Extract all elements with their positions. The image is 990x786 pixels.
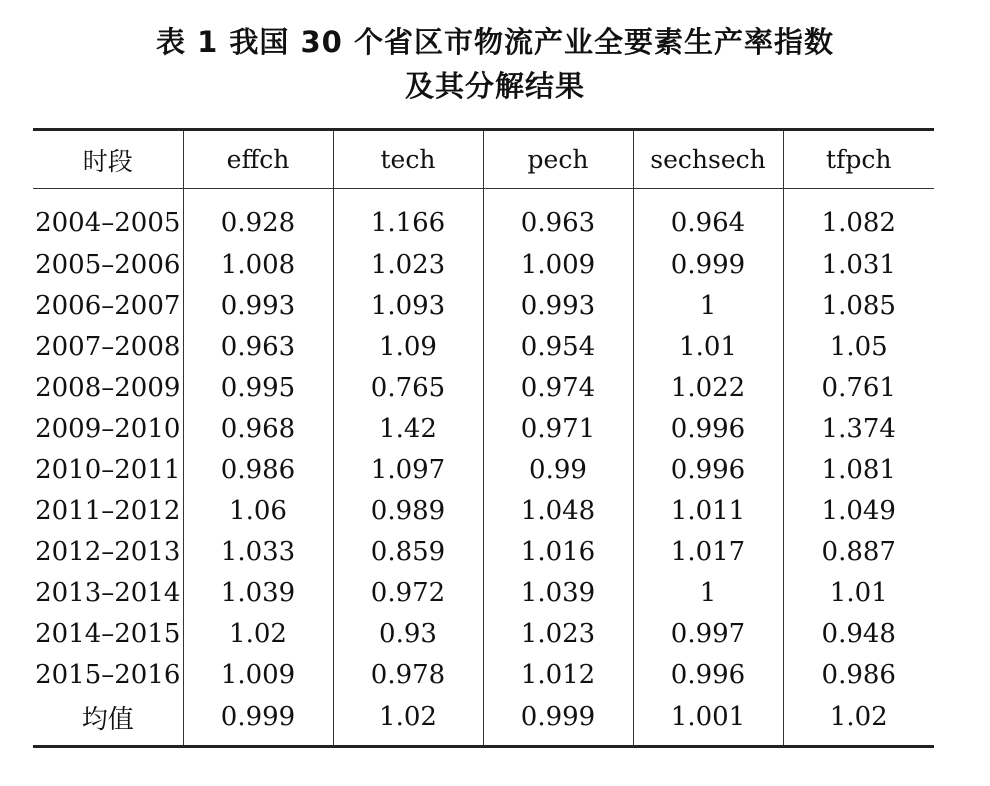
cell-tfpch: 0.887	[821, 536, 896, 567]
cell-sechsech: 1.011	[633, 490, 783, 531]
cell-tech: 1.166	[333, 189, 483, 245]
table-row	[33, 285, 934, 326]
cell-period: 均值	[33, 695, 183, 747]
cell-pech: 0.99	[483, 449, 633, 490]
cell-sechsech: 0.999	[633, 244, 783, 285]
header-effch: effch	[183, 130, 333, 189]
cell-tfpch: 0.761	[821, 372, 896, 403]
cell-period: 2008–2009	[33, 367, 183, 408]
cell-sechsech: 1.017	[633, 531, 783, 572]
cell-tfpch: 0.948	[821, 618, 896, 649]
cell-period: 2013–2014	[33, 572, 183, 613]
cell-tech: 0.93	[333, 613, 483, 654]
cell-effch: 1.039	[183, 572, 333, 613]
cell-tech: 0.859	[333, 531, 483, 572]
header-row	[33, 130, 934, 189]
cell-effch: 1.009	[183, 654, 333, 695]
tfp-table	[33, 128, 934, 748]
cell-pech: 1.009	[483, 244, 633, 285]
cell-tech: 1.093	[333, 285, 483, 326]
cell-period: 2009–2010	[33, 408, 183, 449]
cell-tech: 0.972	[333, 572, 483, 613]
cell-tech: 0.978	[333, 654, 483, 695]
cell-effch: 0.986	[183, 449, 333, 490]
table-row	[33, 449, 934, 490]
table-row	[33, 408, 934, 449]
cell-effch: 0.999	[183, 695, 333, 747]
cell-tfpch: 1.02	[829, 702, 888, 732]
table-row	[33, 189, 934, 245]
cell-sechsech: 1.022	[633, 367, 783, 408]
data-table-container	[33, 128, 934, 748]
cell-pech: 0.963	[483, 189, 633, 245]
cell-effch: 0.995	[183, 367, 333, 408]
table-caption	[0, 20, 990, 108]
cell-sechsech: 0.997	[633, 613, 783, 654]
cell-tech: 1.023	[333, 244, 483, 285]
header-period: 时段	[33, 130, 183, 189]
cell-tech: 0.989	[333, 490, 483, 531]
table-title-line-2: 及其分解结果	[404, 69, 585, 103]
cell-sechsech: 1.01	[633, 326, 783, 367]
table-row	[33, 654, 934, 695]
table-row	[33, 531, 934, 572]
cell-tech: 1.02	[333, 695, 483, 747]
cell-effch: 0.963	[183, 326, 333, 367]
cell-period: 2011–2012	[33, 490, 183, 531]
cell-pech: 1.016	[483, 531, 633, 572]
cell-sechsech: 0.964	[633, 189, 783, 245]
header-sechsech: sechsech	[633, 130, 783, 189]
cell-tfpch: 1.05	[829, 331, 888, 362]
cell-tfpch: 1.01	[829, 577, 888, 608]
cell-effch: 1.02	[183, 613, 333, 654]
cell-period: 2014–2015	[33, 613, 183, 654]
cell-effch: 0.993	[183, 285, 333, 326]
cell-period: 2004–2005	[33, 189, 183, 245]
cell-tfpch: 0.986	[821, 659, 896, 690]
cell-pech: 1.023	[483, 613, 633, 654]
cell-sechsech: 0.996	[633, 654, 783, 695]
cell-sechsech: 1	[633, 572, 783, 613]
table-row	[33, 244, 934, 285]
cell-pech: 0.954	[483, 326, 633, 367]
cell-pech: 1.048	[483, 490, 633, 531]
cell-period: 2010–2011	[33, 449, 183, 490]
cell-sechsech: 0.996	[633, 408, 783, 449]
cell-effch: 1.008	[183, 244, 333, 285]
cell-tfpch: 1.374	[821, 413, 896, 444]
cell-period: 2015–2016	[33, 654, 183, 695]
header-tech: tech	[333, 130, 483, 189]
cell-period: 2007–2008	[33, 326, 183, 367]
cell-tech: 1.42	[333, 408, 483, 449]
cell-tfpch: 1.031	[821, 249, 896, 280]
cell-period: 2012–2013	[33, 531, 183, 572]
cell-pech: 0.993	[483, 285, 633, 326]
cell-tech: 1.097	[333, 449, 483, 490]
header-tfpch: tfpch	[783, 130, 934, 189]
table-body	[33, 189, 934, 747]
cell-tech: 1.09	[333, 326, 483, 367]
cell-period: 2006–2007	[33, 285, 183, 326]
cell-tfpch: 1.085	[821, 290, 896, 321]
cell-tfpch: 1.049	[821, 495, 896, 526]
cell-pech: 1.012	[483, 654, 633, 695]
cell-effch: 1.06	[183, 490, 333, 531]
table-header	[33, 130, 934, 189]
cell-pech: 0.999	[483, 695, 633, 747]
table-title-line-1: 表 1 我国 30 个省区市物流产业全要素生产率指数	[156, 25, 834, 59]
cell-effch: 1.033	[183, 531, 333, 572]
cell-sechsech: 1	[633, 285, 783, 326]
cell-tech: 0.765	[333, 367, 483, 408]
table-row	[33, 613, 934, 654]
mean-row	[33, 695, 934, 747]
cell-pech: 0.971	[483, 408, 633, 449]
cell-tfpch: 1.082	[821, 207, 896, 238]
table-row	[33, 490, 934, 531]
table-row	[33, 367, 934, 408]
header-pech: pech	[483, 130, 633, 189]
cell-effch: 0.928	[183, 189, 333, 245]
table-row	[33, 572, 934, 613]
cell-tfpch: 1.081	[821, 454, 896, 485]
cell-pech: 0.974	[483, 367, 633, 408]
cell-sechsech: 0.996	[633, 449, 783, 490]
table-row	[33, 326, 934, 367]
cell-sechsech: 1.001	[633, 695, 783, 747]
cell-effch: 0.968	[183, 408, 333, 449]
cell-pech: 1.039	[483, 572, 633, 613]
cell-period: 2005–2006	[33, 244, 183, 285]
